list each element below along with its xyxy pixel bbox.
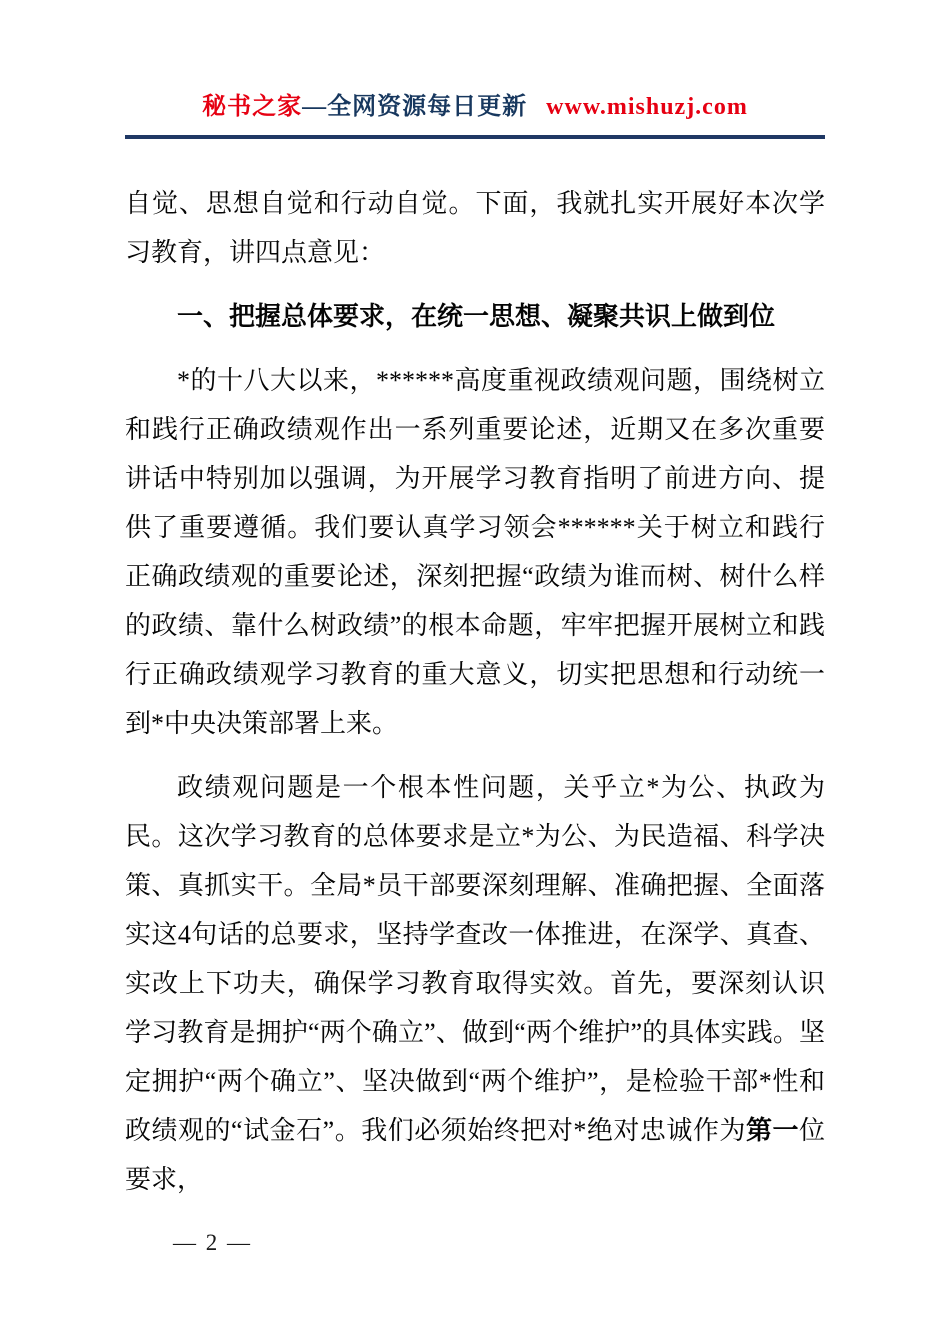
paragraph-continuation — [125, 179, 825, 277]
paragraph — [125, 356, 825, 748]
paragraph-text: 位要求， — [125, 1116, 825, 1194]
paragraph — [125, 763, 825, 1204]
page-number: — 2 — — [173, 1230, 252, 1255]
page-header — [0, 0, 950, 139]
header-title-line — [0, 86, 950, 121]
page-footer — [173, 1230, 252, 1256]
site-url-link[interactable]: www.mishuzj.com — [546, 94, 748, 120]
bold-text-run: 第一 — [745, 1116, 799, 1145]
site-name: 秘书之家 — [202, 94, 303, 120]
section-heading-text: 一、把握总体要求，在统一思想、凝聚共识上做到位 — [177, 302, 776, 331]
section-heading — [125, 292, 825, 341]
header-tagline: —全网资源每日更新 — [302, 94, 528, 120]
paragraph-text: 自觉、思想自觉和行动自觉。下面，我就扎实开展好本次学习教育，讲四点意见： — [125, 189, 825, 267]
header-divider — [125, 135, 825, 139]
paragraph-text: 政绩观问题是一个根本性问题，关乎立*为公、执政为民。这次学习教育的总体要求是立*为公、为民造福、科学决策、真抓实干。全局*员干部要深刻理解、准确把握、全面落实这4句话的总要求，坚持学查改一体推进，在深学、真查、实改上下功夫，确保学习教育取得实效。首先，要深刻认识学习教育是拥护“两个确立”、做到“两个维护”的具体实践。坚定拥护“两个确立”、坚决做到“两个维护”，是检验干部*性和政绩观的“试金石”。我们必须始终把对*绝对忠诚作为 — [125, 773, 825, 1145]
paragraph-text: *的十八大以来，******高度重视政绩观问题，围绕树立和践行正确政绩观作出一系列重要论述，近期又在多次重要讲话中特别加以强调，为开展学习教育指明了前进方向、提供了重要遵循。我们要认真学习领会******关于树立和践行正确政绩观的重要论述，深刻把握“政绩为谁而树、树什么样的政绩、靠什么树政绩”的根本命题，牢牢把握开展树立和践行正确政绩观学习教育的重大意义，切实把思想和行动统一到*中央决策部署上来。 — [125, 366, 825, 738]
document-body — [125, 179, 825, 1204]
